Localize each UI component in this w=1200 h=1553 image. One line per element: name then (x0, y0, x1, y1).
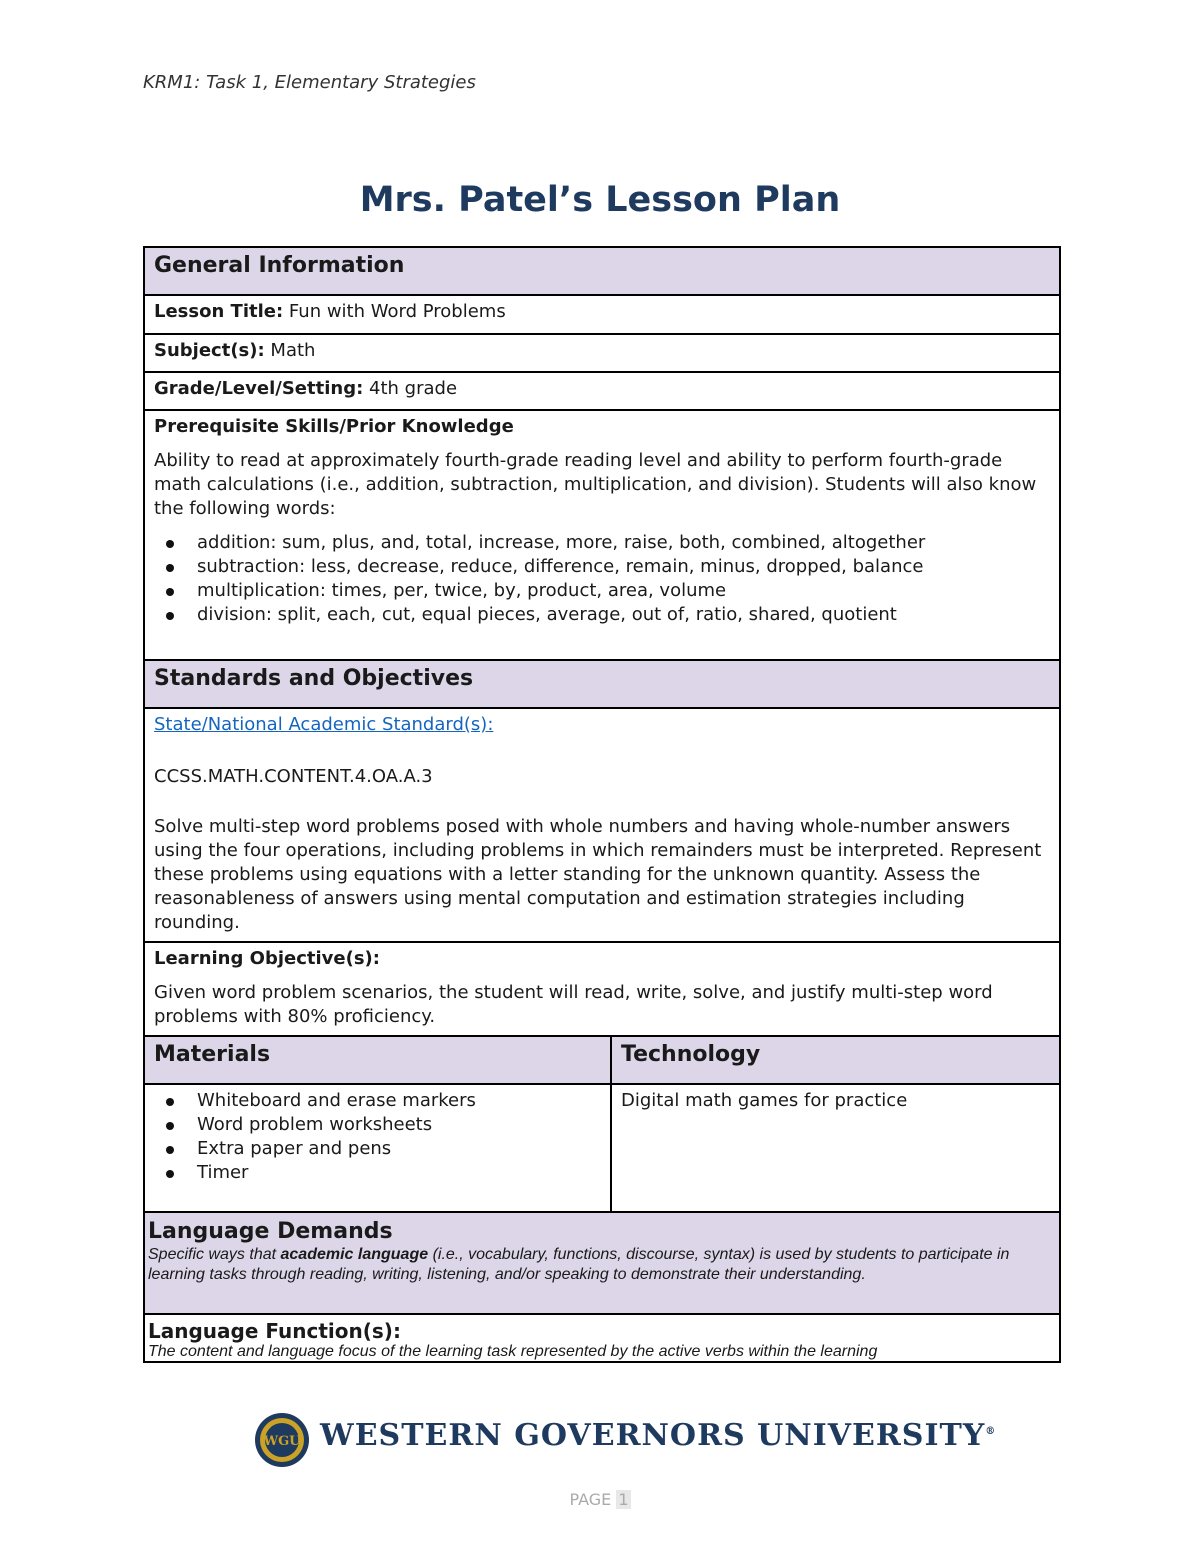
wgu-wordmark: WESTERN GOVERNORS UNIVERSITY® (320, 1418, 997, 1453)
standards-link[interactable]: State/National Academic Standard(s): (154, 714, 494, 735)
objective-text: Given word problem scenarios, the student will read, write, solve, and justify multi-step word problems with 80% proficiency. (154, 982, 993, 1027)
lesson-plan-table (143, 246, 1061, 1363)
list-item: Whiteboard and erase markers (197, 1089, 601, 1113)
technology-heading: Technology (611, 1036, 1060, 1084)
standards-header (144, 660, 1060, 708)
list-item: Extra paper and pens (197, 1137, 601, 1161)
standards-row (144, 708, 1060, 942)
materials-heading: Materials (144, 1036, 611, 1084)
general-info-header (144, 247, 1060, 295)
materials-tech-row (144, 1084, 1060, 1212)
grade-row (144, 372, 1060, 410)
svg-text:WGU: WGU (263, 1434, 301, 1449)
objective-label: Learning Objective(s): (154, 948, 380, 969)
lesson-title-value: Fun with Word Problems (288, 301, 506, 322)
subject-value: Math (270, 340, 316, 361)
page-title: Mrs. Patel’s Lesson Plan (359, 180, 841, 220)
language-function-row (144, 1314, 1060, 1362)
subject-label: Subject(s): (154, 340, 265, 361)
prereq-text: Ability to read at approximately fourth-grade reading level and ability to perform fourth-grade math calculations (i.e., addition, subtraction, multiplication, and division). Students will also know the following words: (154, 450, 1037, 519)
language-function-description: The content and language focus of the learning task represented by the active verbs within the learning (148, 1343, 878, 1360)
list-item: subtraction: less, decrease, reduce, difference, remain, minus, dropped, balance (197, 555, 1050, 579)
lesson-title-row (144, 295, 1060, 334)
lesson-title-label: Lesson Title: (154, 301, 284, 322)
running-header: KRM1: Task 1, Elementary Strategies (143, 72, 476, 93)
standard-text: Solve multi-step word problems posed with whole numbers and having whole-number answers using the four operations, including problems in which remainders must be interpreted. Represent these problems using equations with a letter standing for the unknown quantity. Assess the reasonableness of answers using mental computation and estimation strategies including rounding. (154, 816, 1042, 933)
subject-row (144, 334, 1060, 372)
list-item: division: split, each, cut, equal pieces, average, out of, ratio, shared, quotient (197, 603, 1050, 627)
standard-code: CCSS.MATH.CONTENT.4.OA.A.3 (154, 766, 433, 787)
objective-row (144, 942, 1060, 1036)
language-function-label: Language Function(s): (148, 1319, 401, 1343)
technology-text: Digital math games for practice (621, 1090, 908, 1111)
general-info-heading: General Information (144, 247, 1060, 295)
language-demands-heading: Language Demands (148, 1219, 393, 1244)
word-list (154, 531, 1050, 627)
list-item: Timer (197, 1161, 601, 1185)
language-demands-description: Specific ways that academic language (i.e., vocabulary, functions, discourse, syntax) is used by students to participate in learning tasks through reading, writing, listening, and/or speaking to demonstrate their understanding. (148, 1246, 1010, 1283)
materials-tech-header (144, 1036, 1060, 1084)
page-number: PAGE 1 (569, 1490, 629, 1509)
grade-label: Grade/Level/Setting: (154, 378, 364, 399)
wgu-seal-icon (254, 1412, 310, 1468)
materials-list (154, 1089, 601, 1185)
list-item: addition: sum, plus, and, total, increase, more, raise, both, combined, altogether (197, 531, 1050, 555)
language-demands-row (144, 1212, 1060, 1314)
list-item: Word problem worksheets (197, 1113, 601, 1137)
list-item: multiplication: times, per, twice, by, product, area, volume (197, 579, 1050, 603)
prereq-row (144, 410, 1060, 660)
wgu-logo (254, 1412, 997, 1470)
grade-value: 4th grade (369, 378, 458, 399)
standards-heading: Standards and Objectives (144, 660, 1060, 708)
prereq-label: Prerequisite Skills/Prior Knowledge (154, 416, 514, 437)
